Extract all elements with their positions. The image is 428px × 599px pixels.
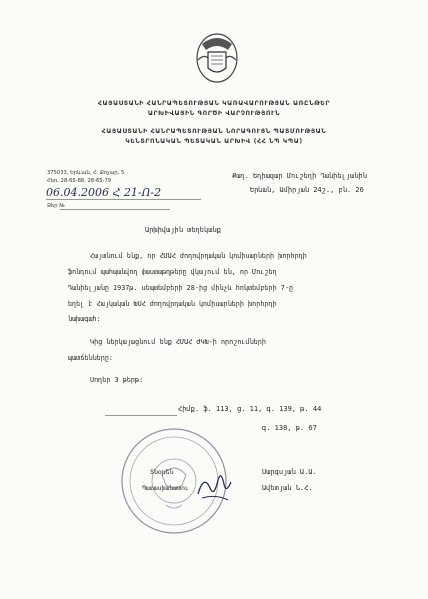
body-line-1: Հայտնում ենք, որ ՀՄԱՀ ժողովրդական կոմիսարների խորհրդի [90,252,307,260]
ref-label: Ձեր № [47,203,65,209]
fund-ref-underline [105,415,177,416]
address-line-1: 375033, Երևան, Հ. Քոչար, 5 [47,170,125,176]
signatory-name-1: Սարգսյան Ա.Ա. [262,468,317,476]
ref-underline [60,209,170,210]
handwritten-signature-icon [194,466,234,504]
body-line-3: Դանիելյանը 1937թ. սեպտեմբերի 28-ից մինչև հոկտեմբերի 7-ը [68,284,294,292]
document-title: Արխիվային տեղեկանք [145,226,221,234]
body-line-7: պատճենները: [68,354,114,362]
header-line-3: ՀԱՅԱՍՏԱՆԻ ՀԱՆՐԱՊԵՏՈՒԹՅԱՆ ՆՈՐԱԳՈՒՅՆ ՊԱՏՄՈՒԹՅԱՆ [101,128,327,135]
date-underline [46,199,201,200]
body-line-4: եղել է Հայկական ԽՍՀ ժողովրդական կոմիսարների խորհրդի [68,300,277,308]
header-line-4: ԿԵՆՏՐՈՆԱԿԱՆ ՊԵՏԱԿԱՆ ԱՐԽԻՎ (ՀՀ ՆՊ ԿՊԱ) [125,138,303,145]
address-line-2: Հեռ. 28-65-88, 28-65-79 [47,178,112,184]
body-line-6: Կից ներկայացնում ենք ՀՄԱՀ ԺԿԽ-ի որոշումների [90,338,266,346]
recipient-line-2: Երևան, Ամիրյան 24շ., բն. 26 [250,186,364,194]
fund-ref-line-2: գ. 138, թ. 67 [262,424,317,432]
header-line-2: ԱՐԽԻՎԱՅԻՆ ԳՈՐԾԻ ՎԱՐՉՈՒԹՅՈՒՆ [147,110,281,117]
coat-of-arms-icon [194,30,240,90]
handwritten-date-number: 06.04.2006 Հ 21-Ո-2 [46,186,162,199]
header-line-1: ՀԱՅԱՍՏԱՆԻ ՀԱՆՐԱՊԵՏՈՒԹՅԱՆ ԿԱՌԱՎԱՐՈՒԹՅԱՆ ԱՌԸՆԹԵՐ [97,100,331,107]
recipient-line-1: Քաղ. Եղիազար Մուշեղի Դանիելյանին [232,172,367,180]
body-line-5: նախագահ: [68,315,101,323]
body-line-2: ֆոնդում պահպանվող փաստաթղթերը վկայում են, որ Մուշեղ [68,268,277,276]
body-line-8: Սողեր 3 թերթ: [90,376,144,384]
signature-title-responsible: Պատասխանատու [142,484,189,492]
signature-title-director: Տնօրեն [150,468,174,476]
fund-ref-line-1: Հիմք. ֆ. 113, ց. 11, գ. 139, թ. 44 [178,405,322,413]
signatory-name-2: Ավետյան Ն.Հ. [262,484,313,492]
